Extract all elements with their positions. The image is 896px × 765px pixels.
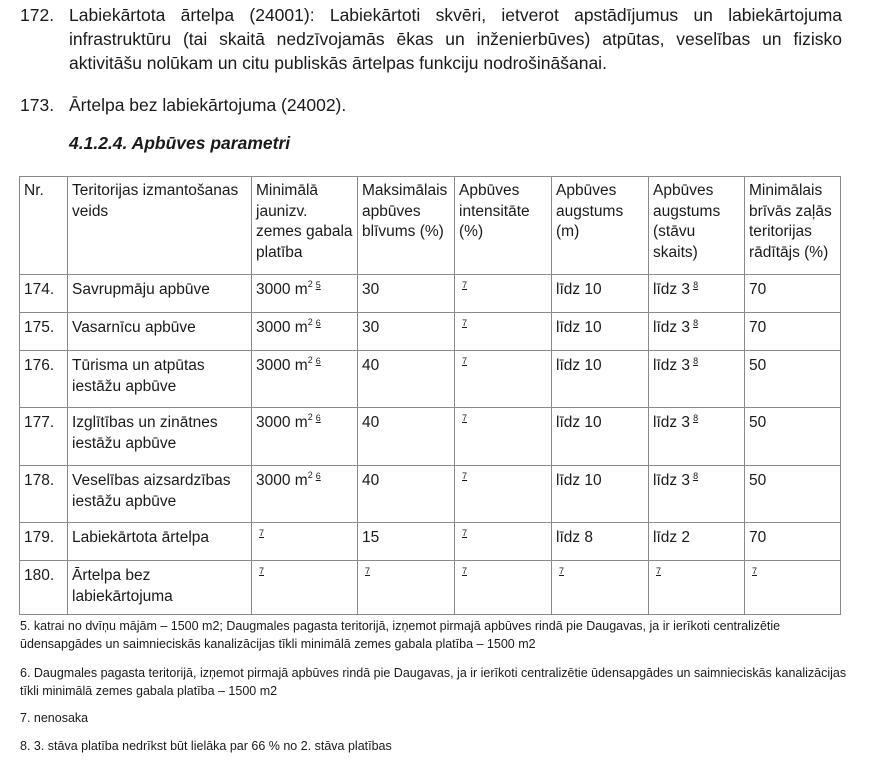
header-intensity: Apbūves intensitāte (%): [455, 177, 552, 275]
table-header-row: [20, 177, 841, 275]
cell-intensity: [455, 466, 552, 523]
cell-height-floors: [649, 561, 745, 615]
cell-intensity: [455, 351, 552, 408]
cell-min-green: 50: [745, 466, 841, 523]
footnote-ref-link[interactable]: 7: [656, 566, 662, 576]
paragraph-number: 172.: [20, 5, 55, 25]
cell-usage-type: Tūrisma un atpūtas iestāžu apbūve: [68, 351, 252, 408]
cell-intensity: [455, 275, 552, 313]
cell-nr: 178.: [20, 466, 68, 523]
paragraph-172: [20, 3, 842, 75]
footnote-ref-link[interactable]: 8: [693, 471, 699, 481]
cell-nr: 177.: [20, 408, 68, 466]
cell-usage-type: Savrupmāju apbūve: [68, 275, 252, 313]
header-max-density: Maksimālais apbūves blīvums (%): [358, 177, 455, 275]
cell-nr: 179.: [20, 523, 68, 561]
section-heading: 4.1.2.4. Apbūves parametri: [69, 133, 291, 153]
cell-intensity: [455, 561, 552, 615]
footnote-ref-link[interactable]: 7: [462, 318, 468, 328]
footnote-7: 7. nenosaka: [20, 711, 89, 725]
cell-max-density: 40: [358, 351, 455, 408]
footnote-ref-link[interactable]: 7: [462, 413, 468, 423]
header-min-plot-area: Minimālā jaunizv. zemes gabala platība: [252, 177, 358, 275]
table-row: [20, 561, 841, 615]
footnote-ref-link[interactable]: 8: [693, 413, 699, 423]
header-min-green: Minimālais brīvās zaļās teritorijas rādītājs (%): [745, 177, 841, 275]
cell-nr: 174.: [20, 275, 68, 313]
table-row: [20, 275, 841, 313]
footnote-ref-link[interactable]: 6: [315, 356, 321, 366]
cell-min-green: 50: [745, 408, 841, 466]
cell-height-floors: līdz 3 $^8$: [649, 275, 745, 313]
table-row: [20, 408, 841, 466]
footnote-6: 6. Daugmales pagasta teritorijā, izņemot pirmajā apbūves rindā pie Daugavas, ja ir ierīkoti centralizētie ūdensapgādes un saimnieciskās kanalizācijas tīkli minimālā zemes gabala platība – 1500 m2: [20, 666, 847, 698]
footnote-ref-link[interactable]: 7: [462, 280, 468, 290]
footnote-ref-link[interactable]: 7: [259, 528, 265, 538]
cell-intensity: [455, 313, 552, 351]
cell-height-floors: līdz 3 $^8$: [649, 313, 745, 351]
cell-nr: 180.: [20, 561, 68, 615]
cell-min-green: 70: [745, 275, 841, 313]
footnote-ref-link[interactable]: 8: [693, 356, 699, 366]
cell-min-plot-area: 3000 $m^2$ $^6$: [252, 351, 358, 408]
cell-min-green: 50: [745, 351, 841, 408]
cell-min-plot-area: [252, 523, 358, 561]
footnote-ref-link[interactable]: 6: [315, 318, 321, 328]
footnote-ref-link[interactable]: 6: [315, 413, 321, 423]
footnote-ref-link[interactable]: 8: [693, 318, 699, 328]
paragraph-173: [20, 93, 842, 117]
cell-min-plot-area: 3000 $m^2$ $^5$: [252, 275, 358, 313]
cell-min-plot-area: [252, 561, 358, 615]
table-row: [20, 313, 841, 351]
cell-height-m: līdz 10: [552, 313, 649, 351]
header-height-m: Apbūves augstums (m): [552, 177, 649, 275]
footnote-ref-link[interactable]: 6: [315, 471, 321, 481]
footnote-8: 8. 3. stāva platība nedrīkst būt lielāka par 66 % no 2. stāva platības: [20, 739, 392, 753]
footnote-ref-link[interactable]: 7: [752, 566, 758, 576]
cell-height-floors: līdz 2: [649, 523, 745, 561]
cell-height-m: līdz 10: [552, 408, 649, 466]
cell-min-plot-area: 3000 $m^2$ $^6$: [252, 408, 358, 466]
paragraph-text: Ārtelpa bez labiekārtojuma (24002).: [69, 95, 347, 115]
footnote-ref-link[interactable]: 8: [693, 280, 699, 290]
cell-height-floors: līdz 3 $^8$: [649, 351, 745, 408]
footnote-5: 5. katrai no dvīņu mājām – 1500 m2; Daugmales pagasta teritorijā, izņemot pirmajā apbūves rindā pie Daugavas, ja ir ierīkoti centralizētie ūdensapgādes un saimnieciskās kanalizācijas tīkli minimālā zemes gabala platība – 1500 m2: [20, 619, 781, 651]
cell-min-green: [745, 561, 841, 615]
footnote-ref-link[interactable]: 7: [365, 566, 371, 576]
cell-height-m: līdz 8: [552, 523, 649, 561]
cell-usage-type: Ārtelpa bez labiekārtojuma: [68, 561, 252, 615]
footnote-ref-link[interactable]: 7: [462, 566, 468, 576]
cell-intensity: [455, 523, 552, 561]
header-usage-type: Teritorijas izmantošanas veids: [68, 177, 252, 275]
cell-max-density: [358, 561, 455, 615]
cell-height-floors: līdz 3 $^8$: [649, 466, 745, 523]
footnote-ref-link[interactable]: 7: [462, 356, 468, 366]
header-height-floors: Apbūves augstums (stāvu skaits): [649, 177, 745, 275]
cell-nr: 176.: [20, 351, 68, 408]
cell-min-green: 70: [745, 313, 841, 351]
cell-height-m: līdz 10: [552, 351, 649, 408]
footnote-ref-link[interactable]: 7: [462, 528, 468, 538]
cell-height-m: līdz 10: [552, 466, 649, 523]
cell-usage-type: Izglītības un zinātnes iestāžu apbūve: [68, 408, 252, 466]
table-row: [20, 466, 841, 523]
cell-usage-type: Veselības aizsardzības iestāžu apbūve: [68, 466, 252, 523]
table-row: [20, 351, 841, 408]
footnote-ref-link[interactable]: 5: [315, 280, 321, 290]
cell-nr: 175.: [20, 313, 68, 351]
header-nr: Nr.: [20, 177, 68, 275]
cell-max-density: 30: [358, 313, 455, 351]
cell-min-plot-area: 3000 $m^2$ $^6$: [252, 466, 358, 523]
cell-min-plot-area: 3000 $m^2$ $^6$: [252, 313, 358, 351]
table-row: [20, 523, 841, 561]
footnote-ref-link[interactable]: 7: [259, 566, 265, 576]
cell-height-m: [552, 561, 649, 615]
cell-height-floors: līdz 3 $^8$: [649, 408, 745, 466]
paragraph-number: 173.: [20, 95, 55, 115]
footnote-ref-link[interactable]: 7: [559, 566, 565, 576]
building-parameters-table: [19, 176, 841, 615]
cell-max-density: 40: [358, 466, 455, 523]
cell-height-m: līdz 10: [552, 275, 649, 313]
cell-intensity: [455, 408, 552, 466]
paragraph-text: Labiekārtota ārtelpa (24001): Labiekārtoti skvēri, ietverot apstādījumus un labiekārtojuma infrastruktūru (tai skaitā nedzīvojamās ēkas un inženierbūves) atpūtas, veselības un fizisko aktivitāšu nolūkam un citu publiskās ārtelpas funkciju nodrošināšanai.: [69, 5, 842, 73]
cell-max-density: 30: [358, 275, 455, 313]
cell-max-density: 40: [358, 408, 455, 466]
cell-usage-type: Labiekārtota ārtelpa: [68, 523, 252, 561]
cell-min-green: 70: [745, 523, 841, 561]
cell-usage-type: Vasarnīcu apbūve: [68, 313, 252, 351]
cell-max-density: 15: [358, 523, 455, 561]
footnote-ref-link[interactable]: 7: [462, 471, 468, 481]
